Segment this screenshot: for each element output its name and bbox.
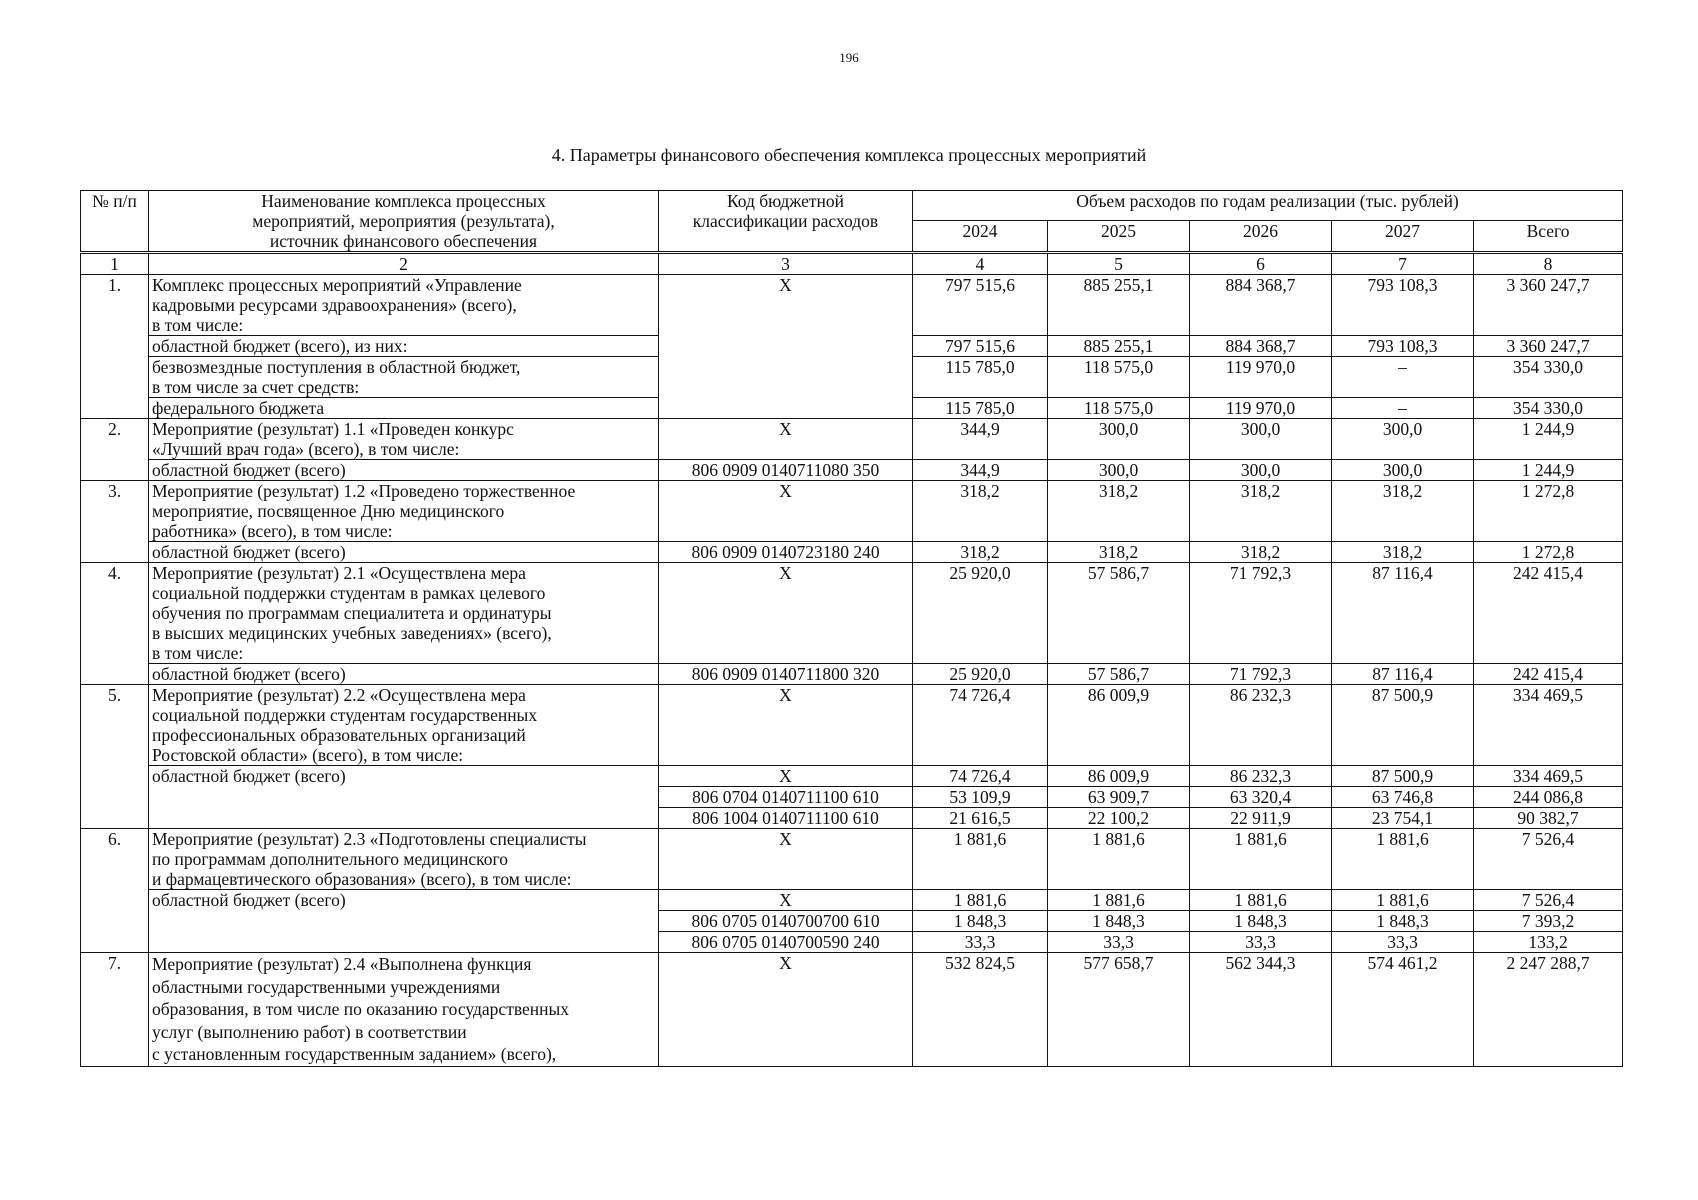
value-2026: 1 848,3 xyxy=(1190,911,1332,932)
row-code: X xyxy=(659,685,913,766)
value-total: 1 244,9 xyxy=(1474,419,1623,460)
value-2027: 87 116,4 xyxy=(1332,563,1474,664)
value-2024: 318,2 xyxy=(913,542,1048,563)
value-2027: 1 848,3 xyxy=(1332,911,1474,932)
value-2025: 63 909,7 xyxy=(1048,787,1190,808)
row-name: областной бюджет (всего) xyxy=(149,664,659,685)
row-number: 7. xyxy=(81,953,149,1067)
value-total: 244 086,8 xyxy=(1474,787,1623,808)
value-total: 354 330,0 xyxy=(1474,357,1623,398)
row-number: 1. xyxy=(81,275,149,419)
value-2027: 1 881,6 xyxy=(1332,829,1474,890)
value-2024: 532 824,5 xyxy=(913,953,1048,1067)
table-row xyxy=(81,766,1623,787)
header-year: 2026 xyxy=(1190,221,1332,253)
value-2027: 87 116,4 xyxy=(1332,664,1474,685)
column-number: 7 xyxy=(1332,253,1474,275)
value-2026: 33,3 xyxy=(1190,932,1332,953)
row-name: областной бюджет (всего), из них: xyxy=(149,336,659,357)
value-2027: 87 500,9 xyxy=(1332,685,1474,766)
value-2027: 23 754,1 xyxy=(1332,808,1474,829)
row-code: X xyxy=(659,890,913,911)
value-2024: 1 848,3 xyxy=(913,911,1048,932)
row-code: X xyxy=(659,563,913,664)
row-name: областной бюджет (всего) xyxy=(149,542,659,563)
header-code: Код бюджетной классификации расходов xyxy=(659,191,913,253)
value-2026: 318,2 xyxy=(1190,481,1332,542)
value-total: 354 330,0 xyxy=(1474,398,1623,419)
value-2025: 1 881,6 xyxy=(1048,890,1190,911)
row-code: 806 0705 0140700700 610 xyxy=(659,911,913,932)
value-2025: 577 658,7 xyxy=(1048,953,1190,1067)
value-2024: 344,9 xyxy=(913,419,1048,460)
value-2025: 318,2 xyxy=(1048,481,1190,542)
value-total: 7 393,2 xyxy=(1474,911,1623,932)
table-row xyxy=(81,685,1623,766)
value-2027: 318,2 xyxy=(1332,481,1474,542)
row-name: Мероприятие (результат) 1.1 «Проведен конкурс «Лучший врач года» (всего), в том числе: xyxy=(149,419,659,460)
value-2024: 797 515,6 xyxy=(913,275,1048,336)
value-total: 90 382,7 xyxy=(1474,808,1623,829)
table-row xyxy=(81,542,1623,563)
row-name: областной бюджет (всего) xyxy=(149,890,659,953)
header-total: Всего xyxy=(1474,221,1623,253)
value-2024: 1 881,6 xyxy=(913,829,1048,890)
table-row xyxy=(81,419,1623,460)
value-2025: 300,0 xyxy=(1048,419,1190,460)
table-row xyxy=(81,275,1623,336)
value-total: 1 272,8 xyxy=(1474,542,1623,563)
value-2024: 33,3 xyxy=(913,932,1048,953)
value-2024: 25 920,0 xyxy=(913,563,1048,664)
header-row-1 xyxy=(81,191,1623,221)
row-code: X xyxy=(659,481,913,542)
value-2024: 74 726,4 xyxy=(913,685,1048,766)
row-name: Мероприятие (результат) 2.1 «Осуществлена мера социальной поддержки студентам в рамках целевого обучения по программам специалитета и ординатуры в высших медицинских учебных заведениях» (всего), в том числе: xyxy=(149,563,659,664)
column-number: 2 xyxy=(149,253,659,275)
value-2024: 115 785,0 xyxy=(913,357,1048,398)
row-name: федерального бюджета xyxy=(149,398,659,419)
value-total: 7 526,4 xyxy=(1474,890,1623,911)
value-2025: 300,0 xyxy=(1048,460,1190,481)
value-2025: 118 575,0 xyxy=(1048,398,1190,419)
value-2024: 21 616,5 xyxy=(913,808,1048,829)
value-2026: 63 320,4 xyxy=(1190,787,1332,808)
value-total: 7 526,4 xyxy=(1474,829,1623,890)
row-name: Комплекс процессных мероприятий «Управление кадровыми ресурсами здравоохранения» (всего), в том числе: xyxy=(149,275,659,336)
value-2024: 53 109,9 xyxy=(913,787,1048,808)
row-name: Мероприятие (результат) 2.4 «Выполнена функция областными государственными учреждениями образования, в том числе по оказанию государственных услуг (выполнению работ) в соответствии с установленным государственным заданием» (всего), xyxy=(149,953,659,1067)
value-2026: 300,0 xyxy=(1190,419,1332,460)
header-year: 2024 xyxy=(913,221,1048,253)
value-2024: 25 920,0 xyxy=(913,664,1048,685)
row-code: X xyxy=(659,953,913,1067)
column-number: 6 xyxy=(1190,253,1332,275)
value-2026: 884 368,7 xyxy=(1190,275,1332,336)
table-row xyxy=(81,664,1623,685)
value-total: 133,2 xyxy=(1474,932,1623,953)
value-2025: 86 009,9 xyxy=(1048,766,1190,787)
row-number: 2. xyxy=(81,419,149,481)
column-number: 3 xyxy=(659,253,913,275)
value-2025: 118 575,0 xyxy=(1048,357,1190,398)
row-number: 3. xyxy=(81,481,149,563)
value-2025: 318,2 xyxy=(1048,542,1190,563)
page-number: 196 xyxy=(839,50,859,65)
value-total: 334 469,5 xyxy=(1474,685,1623,766)
value-2027: 793 108,3 xyxy=(1332,275,1474,336)
row-code: X xyxy=(659,275,913,419)
value-2025: 22 100,2 xyxy=(1048,808,1190,829)
value-2025: 57 586,7 xyxy=(1048,664,1190,685)
value-2026: 71 792,3 xyxy=(1190,563,1332,664)
value-total: 1 272,8 xyxy=(1474,481,1623,542)
value-2026: 22 911,9 xyxy=(1190,808,1332,829)
table-row xyxy=(81,829,1623,890)
value-2025: 885 255,1 xyxy=(1048,336,1190,357)
value-2027: – xyxy=(1332,398,1474,419)
value-2027: 793 108,3 xyxy=(1332,336,1474,357)
header-volume: Объем расходов по годам реализации (тыс. рублей) xyxy=(913,191,1623,221)
column-number-row xyxy=(81,253,1623,275)
header-name: Наименование комплекса процессных мероприятий, мероприятия (результата), источник финансового обеспечения xyxy=(149,191,659,253)
column-number: 5 xyxy=(1048,253,1190,275)
row-code: 806 1004 0140711100 610 xyxy=(659,808,913,829)
value-2027: – xyxy=(1332,357,1474,398)
value-total: 3 360 247,7 xyxy=(1474,275,1623,336)
value-total: 3 360 247,7 xyxy=(1474,336,1623,357)
document-title: 4. Параметры финансового обеспечения комплекса процессных мероприятий xyxy=(551,145,1147,165)
value-2025: 86 009,9 xyxy=(1048,685,1190,766)
value-2025: 57 586,7 xyxy=(1048,563,1190,664)
column-number: 1 xyxy=(81,253,149,275)
row-code: 806 0909 0140723180 240 xyxy=(659,542,913,563)
row-name: Мероприятие (результат) 2.2 «Осуществлена мера социальной поддержки студентам государственных профессиональных образовательных организаций Ростовской области» (всего), в том числе: xyxy=(149,685,659,766)
value-2024: 1 881,6 xyxy=(913,890,1048,911)
row-code: X xyxy=(659,419,913,460)
value-2026: 318,2 xyxy=(1190,542,1332,563)
value-2027: 574 461,2 xyxy=(1332,953,1474,1067)
row-code: 806 0705 0140700590 240 xyxy=(659,932,913,953)
header-num: № п/п xyxy=(81,191,149,253)
value-2027: 33,3 xyxy=(1332,932,1474,953)
value-2025: 1 881,6 xyxy=(1048,829,1190,890)
value-2027: 300,0 xyxy=(1332,419,1474,460)
value-2027: 87 500,9 xyxy=(1332,766,1474,787)
row-name: областной бюджет (всего) xyxy=(149,766,659,829)
value-2024: 318,2 xyxy=(913,481,1048,542)
row-name: Мероприятие (результат) 1.2 «Проведено торжественное мероприятие, посвященное Дню медицинского работника» (всего), в том числе: xyxy=(149,481,659,542)
row-name: областной бюджет (всего) xyxy=(149,460,659,481)
value-2026: 71 792,3 xyxy=(1190,664,1332,685)
value-2026: 1 881,6 xyxy=(1190,890,1332,911)
row-name: Мероприятие (результат) 2.3 «Подготовлены специалисты по программам дополнительного медицинского и фармацевтического образования» (всего), в том числе: xyxy=(149,829,659,890)
row-code: X xyxy=(659,766,913,787)
value-2024: 115 785,0 xyxy=(913,398,1048,419)
value-total: 1 244,9 xyxy=(1474,460,1623,481)
value-2026: 119 970,0 xyxy=(1190,398,1332,419)
row-code: 806 0909 0140711080 350 xyxy=(659,460,913,481)
value-2026: 300,0 xyxy=(1190,460,1332,481)
row-code: X xyxy=(659,829,913,890)
row-name: безвозмездные поступления в областной бюджет, в том числе за счет средств: xyxy=(149,357,659,398)
row-code: 806 0704 0140711100 610 xyxy=(659,787,913,808)
value-2026: 884 368,7 xyxy=(1190,336,1332,357)
value-2026: 562 344,3 xyxy=(1190,953,1332,1067)
value-2026: 86 232,3 xyxy=(1190,766,1332,787)
row-number: 6. xyxy=(81,829,149,953)
value-total: 242 415,4 xyxy=(1474,664,1623,685)
value-2027: 318,2 xyxy=(1332,542,1474,563)
value-2026: 86 232,3 xyxy=(1190,685,1332,766)
table-row xyxy=(81,481,1623,542)
value-2027: 300,0 xyxy=(1332,460,1474,481)
table-row xyxy=(81,563,1623,664)
header-year: 2027 xyxy=(1332,221,1474,253)
value-2025: 885 255,1 xyxy=(1048,275,1190,336)
value-2025: 33,3 xyxy=(1048,932,1190,953)
table-row xyxy=(81,953,1623,1067)
header-year: 2025 xyxy=(1048,221,1190,253)
value-total: 334 469,5 xyxy=(1474,766,1623,787)
value-2024: 797 515,6 xyxy=(913,336,1048,357)
row-code: 806 0909 0140711800 320 xyxy=(659,664,913,685)
value-2027: 1 881,6 xyxy=(1332,890,1474,911)
column-number: 8 xyxy=(1474,253,1623,275)
value-2026: 1 881,6 xyxy=(1190,829,1332,890)
value-2027: 63 746,8 xyxy=(1332,787,1474,808)
value-2024: 74 726,4 xyxy=(913,766,1048,787)
table-row xyxy=(81,460,1623,481)
value-2025: 1 848,3 xyxy=(1048,911,1190,932)
value-total: 2 247 288,7 xyxy=(1474,953,1623,1067)
table-row xyxy=(81,890,1623,911)
value-total: 242 415,4 xyxy=(1474,563,1623,664)
value-2024: 344,9 xyxy=(913,460,1048,481)
column-number: 4 xyxy=(913,253,1048,275)
row-number: 5. xyxy=(81,685,149,829)
row-number: 4. xyxy=(81,563,149,685)
value-2026: 119 970,0 xyxy=(1190,357,1332,398)
financial-table xyxy=(80,190,1623,1067)
